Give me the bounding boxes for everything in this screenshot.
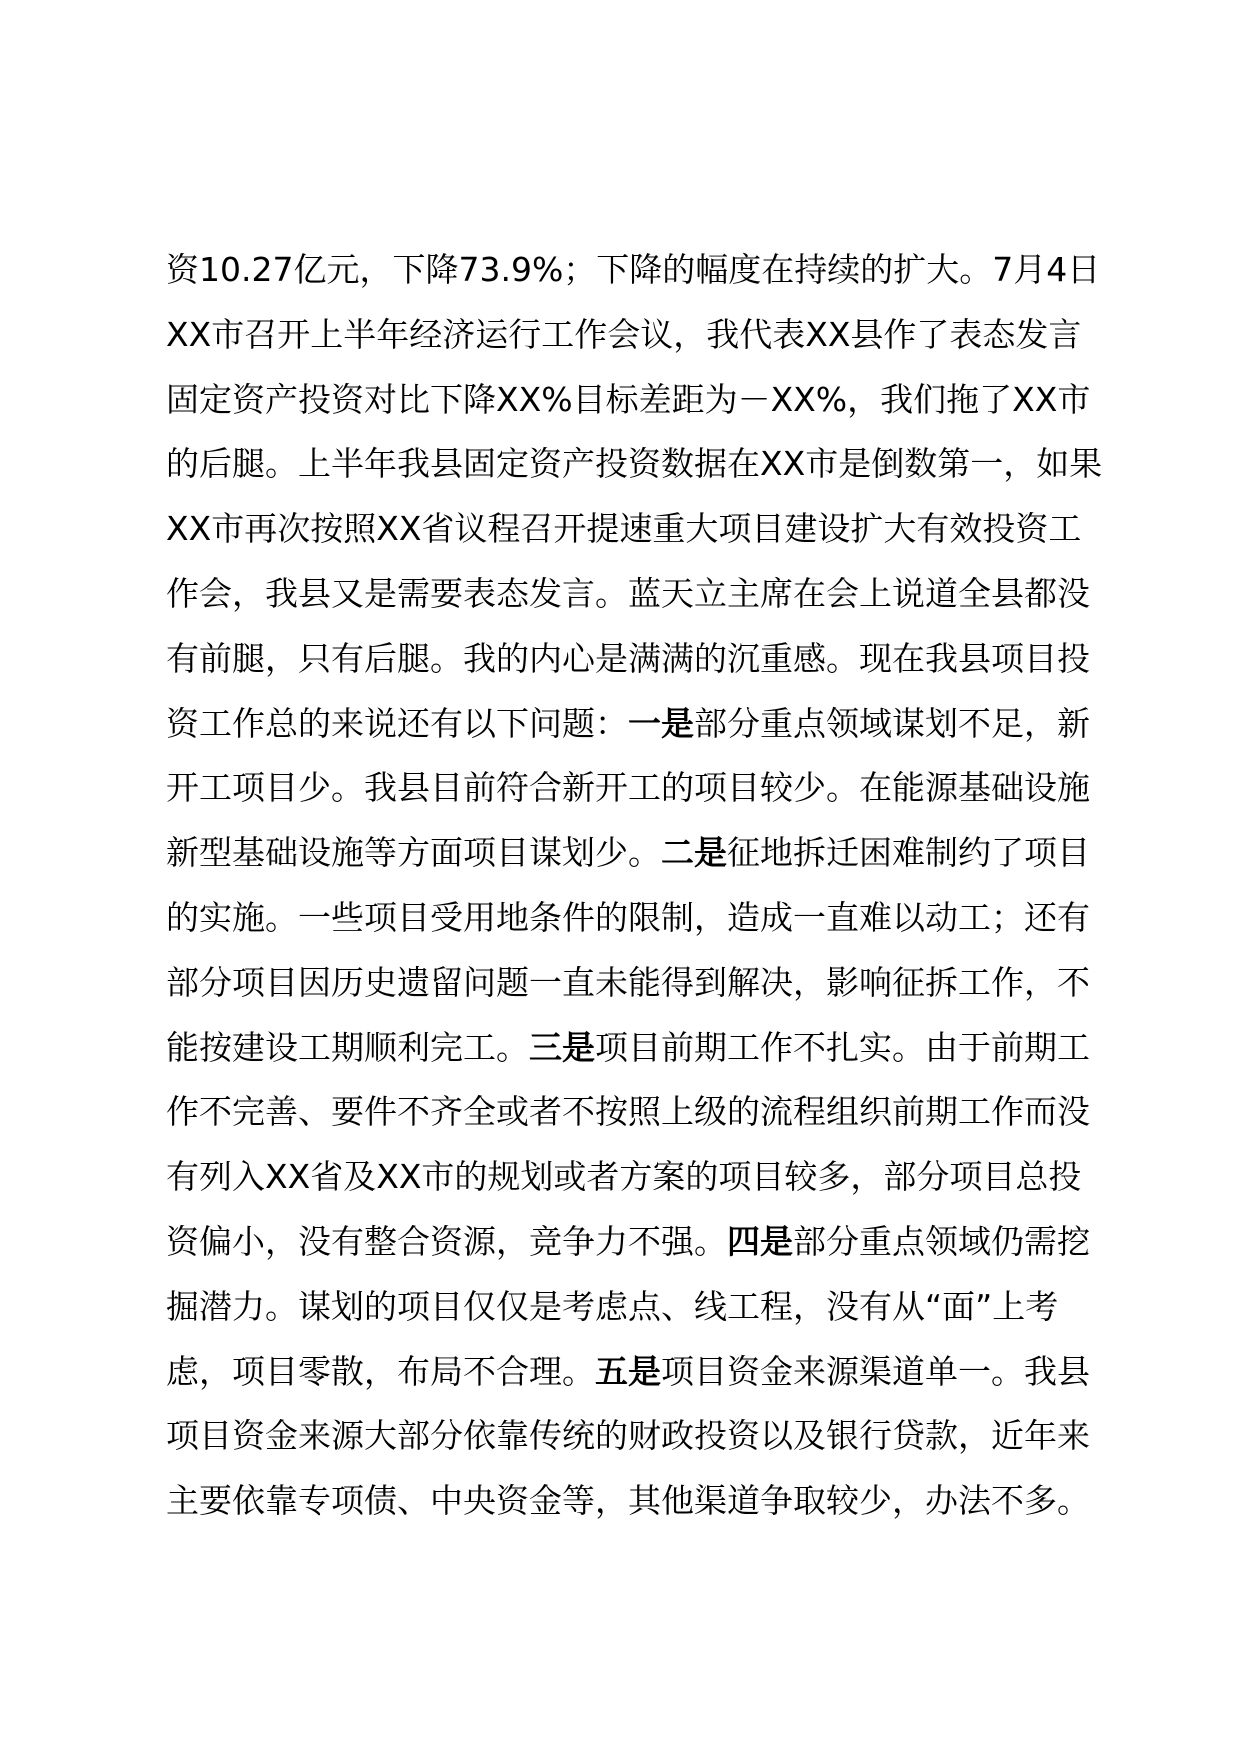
text-line bbox=[166, 756, 1116, 821]
text-segment: 有列入XX省及XX市的规划或者方案的项目较多，部分项目总投 bbox=[166, 1157, 1082, 1197]
text-line bbox=[166, 1016, 1116, 1081]
bold-heading-marker: 一是 bbox=[628, 703, 694, 743]
bold-heading-marker: 三是 bbox=[529, 1027, 595, 1067]
text-segment: 新型基础设施等方面项目谋划少。 bbox=[166, 833, 661, 873]
text-segment: 部分重点领域仍需挖 bbox=[793, 1221, 1090, 1261]
text-segment: 能按建设工期顺利完工。 bbox=[166, 1027, 529, 1067]
text-line bbox=[166, 562, 1116, 627]
text-segment: 部分项目因历史遗留问题一直未能得到解决，影响征拆工作，不 bbox=[166, 962, 1090, 1002]
text-line bbox=[166, 368, 1116, 433]
text-segment: 作会，我县又是需要表态发言。蓝天立主席在会上说道全县都没 bbox=[166, 573, 1090, 613]
text-line bbox=[166, 886, 1116, 951]
body-text bbox=[166, 238, 1116, 1534]
text-line bbox=[166, 1275, 1116, 1340]
bold-heading-marker: 五是 bbox=[595, 1351, 661, 1391]
bold-heading-marker: 二是 bbox=[661, 833, 727, 873]
text-line bbox=[166, 497, 1116, 562]
text-line bbox=[166, 821, 1116, 886]
text-line bbox=[166, 238, 1116, 303]
text-line bbox=[166, 1404, 1116, 1469]
text-line bbox=[166, 692, 1116, 757]
text-segment: 的实施。一些项目受用地条件的限制，造成一直难以动工；还有 bbox=[166, 897, 1090, 937]
text-segment: 资10.27亿元，下降73.9%；下降的幅度在持续的扩大。7月4日 bbox=[166, 250, 1101, 289]
text-segment: 的后腿。上半年我县固定资产投资数据在XX市是倒数第一，如果 bbox=[166, 444, 1103, 484]
text-line bbox=[166, 1469, 1116, 1534]
text-line bbox=[166, 432, 1116, 497]
text-segment: 资工作总的来说还有以下问题： bbox=[166, 703, 628, 743]
text-segment: 作不完善、要件不齐全或者不按照上级的流程组织前期工作而没 bbox=[166, 1092, 1090, 1132]
text-line bbox=[166, 951, 1116, 1016]
text-segment: 项目资金来源大部分依靠传统的财政投资以及银行贷款，近年来 bbox=[166, 1416, 1090, 1456]
text-segment: 虑，项目零散，布局不合理。 bbox=[166, 1351, 595, 1391]
text-segment: 固定资产投资对比下降XX%目标差距为－XX%，我们拖了XX市 bbox=[166, 379, 1091, 419]
text-line bbox=[166, 627, 1116, 692]
text-line bbox=[166, 1210, 1116, 1275]
text-line bbox=[166, 1145, 1116, 1210]
text-segment: 有前腿，只有后腿。我的内心是满满的沉重感。现在我县项目投 bbox=[166, 638, 1090, 678]
text-segment: XX市再次按照XX省议程召开提速重大项目建设扩大有效投资工 bbox=[166, 509, 1082, 549]
text-segment: 掘潜力。谋划的项目仅仅是考虑点、线工程，没有从“面”上考 bbox=[166, 1286, 1059, 1326]
text-segment: 项目前期工作不扎实。由于前期工 bbox=[595, 1027, 1090, 1067]
text-line bbox=[166, 1340, 1116, 1405]
text-line bbox=[166, 303, 1116, 368]
text-segment: XX市召开上半年经济运行工作会议，我代表XX县作了表态发言 bbox=[166, 314, 1082, 354]
text-segment: 资偏小，没有整合资源，竞争力不强。 bbox=[166, 1221, 727, 1261]
text-line bbox=[166, 1080, 1116, 1145]
text-segment: 项目资金来源渠道单一。我县 bbox=[661, 1351, 1090, 1391]
text-segment: 部分重点领域谋划不足，新 bbox=[694, 703, 1090, 743]
text-segment: 开工项目少。我县目前符合新开工的项目较少。在能源基础设施 bbox=[166, 768, 1090, 808]
text-segment: 主要依靠专项债、中央资金等，其他渠道争取较少，办法不多。 bbox=[166, 1481, 1090, 1521]
text-segment: 征地拆迁困难制约了项目 bbox=[727, 833, 1090, 873]
bold-heading-marker: 四是 bbox=[727, 1221, 793, 1261]
